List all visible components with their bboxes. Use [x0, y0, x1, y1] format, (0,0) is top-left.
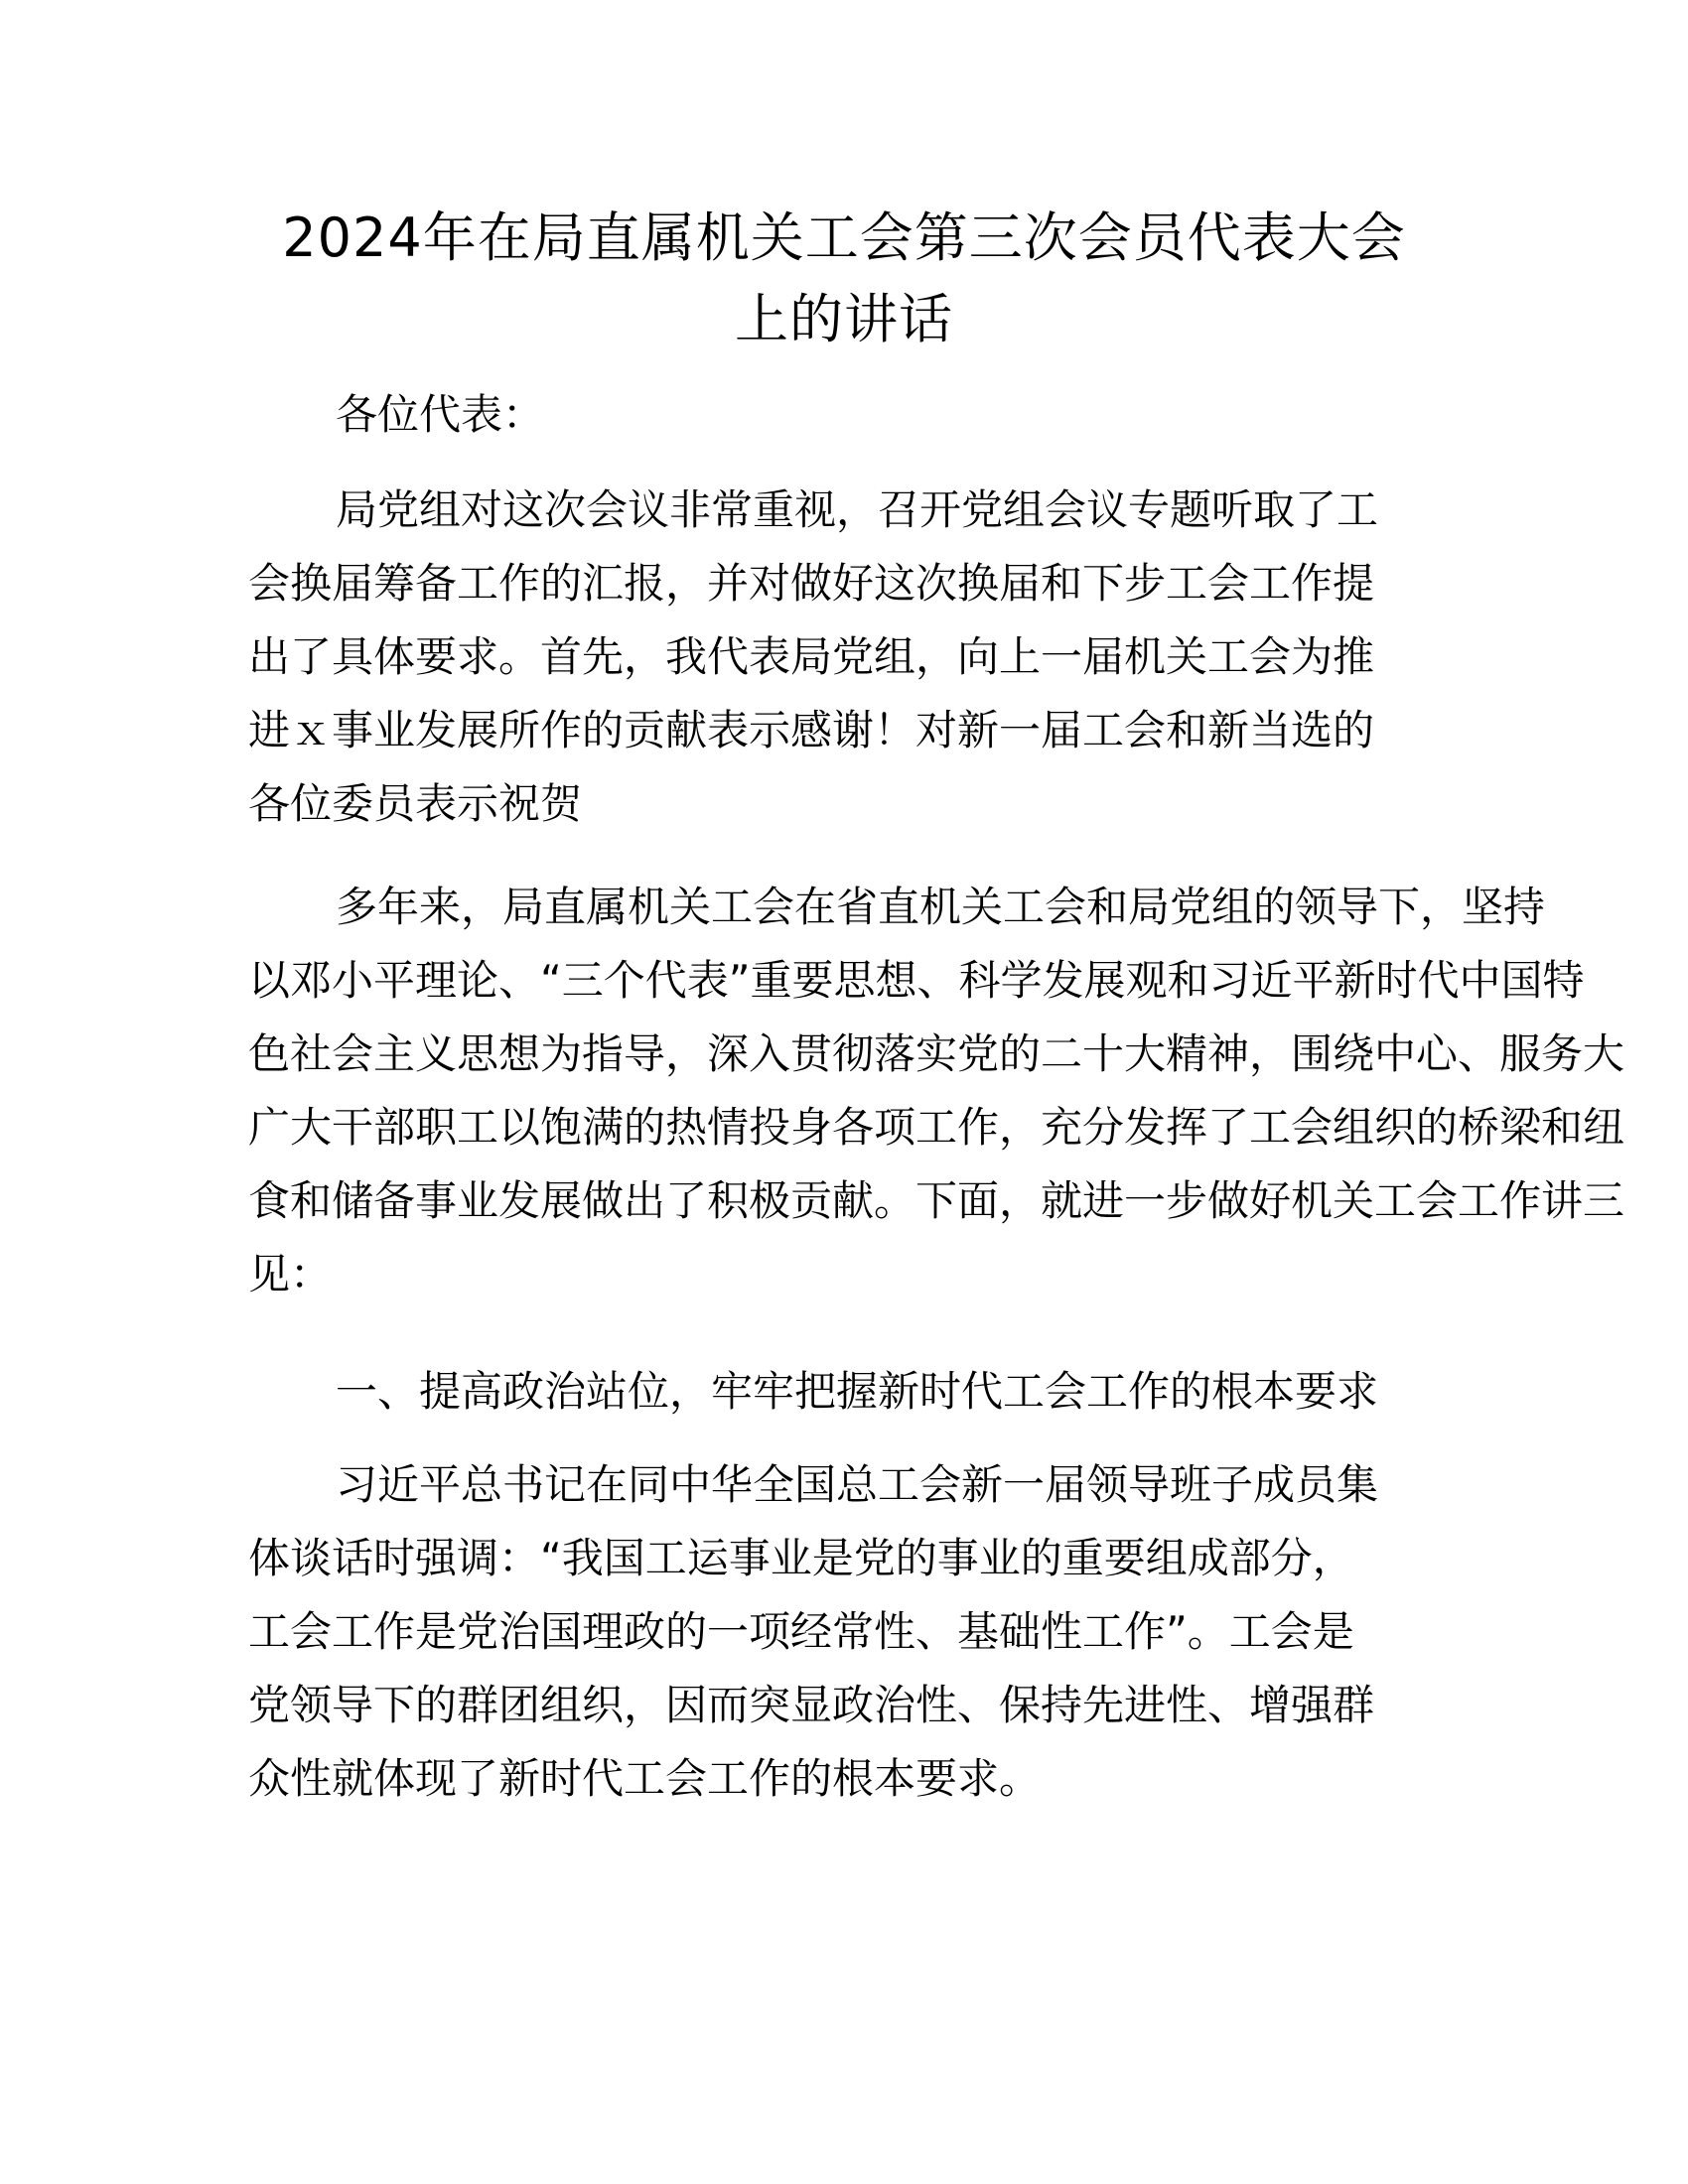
salutation: 各位代表： — [336, 390, 545, 439]
paragraph-2-line-4: 广大干部职工以饱满的热情投身各项工作，充分发挥了工会组织的桥梁和纽 — [248, 1103, 1625, 1152]
paragraph-3-line-4: 党领导下的群团组织，因而突显政治性、保持先进性、增强群 — [248, 1681, 1375, 1729]
paragraph-1-line-1: 局党组对这次会议非常重视，召开党组会议专题听取了工 — [336, 485, 1379, 534]
paragraph-3-line-3: 工会工作是党治国理政的一项经常性、基础性工作”。工会是 — [248, 1607, 1354, 1656]
paragraph-1-line-5: 各位委员表示祝贺 — [248, 779, 583, 828]
paragraph-3-line-1: 习近平总书记在同中华全国总工会新一届领导班子成员集 — [336, 1460, 1379, 1509]
paragraph-2-line-2: 以邓小平理论、“三个代表”重要思想、科学发展观和习近平新时代中国特 — [248, 956, 1585, 1005]
paragraph-2-line-5: 食和储备事业发展做出了积极贡献。下面，就进一步做好机关工会工作讲三 — [248, 1176, 1625, 1225]
document-title-line-1: 2024年在局直属机关工会第三次会员代表大会 — [282, 206, 1406, 269]
paragraph-1-line-2: 会换届筹备工作的汇报，并对做好这次换届和下步工会工作提 — [248, 559, 1375, 608]
document-title-line-2: 上的讲话 — [735, 288, 953, 350]
paragraph-1-line-4: 进ｘ事业发展所作的贡献表示感谢！对新一届工会和新当选的 — [248, 706, 1375, 754]
paragraph-2-line-1: 多年来，局直属机关工会在省直机关工会和局党组的领导下，坚持 — [336, 883, 1546, 931]
section-heading-1: 一、提高政治站位，牢牢把握新时代工会工作的根本要求 — [336, 1367, 1379, 1416]
paragraph-3-line-5: 众性就体现了新时代工会工作的根本要求。 — [248, 1754, 1042, 1803]
paragraph-2-line-3: 色社会主义思想为指导，深入贯彻落实党的二十大精神，围绕中心、服务大 — [248, 1029, 1625, 1078]
paragraph-1-line-3: 出了具体要求。首先，我代表局党组，向上一届机关工会为推 — [248, 632, 1375, 681]
paragraph-3-line-2: 体谈话时强调：“我国工运事业是党的事业的重要组成部分， — [248, 1534, 1354, 1582]
paragraph-2-line-6: 见： — [248, 1250, 333, 1298]
